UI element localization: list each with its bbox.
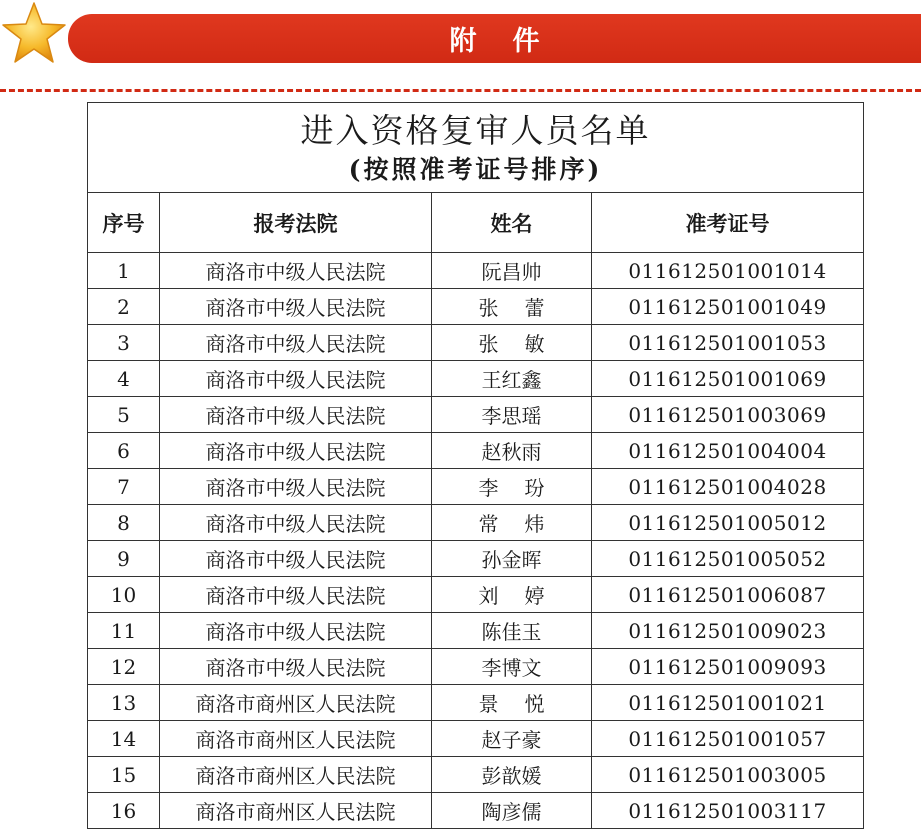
exam-id-cell: 011612501001014 — [592, 253, 864, 289]
court-cell: 商洛市中级人民法院 — [160, 253, 432, 289]
table-row — [88, 505, 864, 541]
court-cell: 商洛市中级人民法院 — [160, 361, 432, 397]
row-number: 2 — [88, 289, 160, 325]
court-cell: 商洛市中级人民法院 — [160, 433, 432, 469]
exam-id-cell: 011612501001021 — [592, 685, 864, 721]
row-number: 5 — [88, 397, 160, 433]
row-number: 6 — [88, 433, 160, 469]
name-cell: 景悦 — [432, 685, 592, 721]
exam-id-cell: 011612501003117 — [592, 793, 864, 829]
name-cell: 孙金晖 — [432, 541, 592, 577]
row-number: 15 — [88, 757, 160, 793]
table-row — [88, 469, 864, 505]
name-cell: 陶彦儒 — [432, 793, 592, 829]
exam-id-cell: 011612501004004 — [592, 433, 864, 469]
table-row — [88, 613, 864, 649]
court-cell: 商洛市中级人民法院 — [160, 289, 432, 325]
row-number: 13 — [88, 685, 160, 721]
name-cell: 王红鑫 — [432, 361, 592, 397]
banner-title: 附件 — [449, 26, 576, 57]
exam-id-cell: 011612501001049 — [592, 289, 864, 325]
table-row — [88, 757, 864, 793]
court-cell: 商洛市商州区人民法院 — [160, 793, 432, 829]
header-court: 报考法院 — [160, 193, 432, 253]
title-cell — [88, 103, 864, 193]
title-row — [88, 103, 864, 193]
exam-id-cell: 011612501001053 — [592, 325, 864, 361]
name-cell: 张敏 — [432, 325, 592, 361]
name-cell: 阮昌帅 — [432, 253, 592, 289]
court-cell: 商洛市中级人民法院 — [160, 469, 432, 505]
attachment-banner — [68, 14, 921, 63]
table-row — [88, 325, 864, 361]
header-name: 姓名 — [432, 193, 592, 253]
table-row — [88, 397, 864, 433]
table-body — [88, 253, 864, 829]
exam-id-cell: 011612501003069 — [592, 397, 864, 433]
row-number: 1 — [88, 253, 160, 289]
court-cell: 商洛市中级人民法院 — [160, 613, 432, 649]
table-row — [88, 685, 864, 721]
row-number: 10 — [88, 577, 160, 613]
exam-id-cell: 011612501009023 — [592, 613, 864, 649]
exam-id-cell: 011612501005012 — [592, 505, 864, 541]
row-number: 16 — [88, 793, 160, 829]
exam-id-cell: 011612501004028 — [592, 469, 864, 505]
exam-id-cell: 011612501005052 — [592, 541, 864, 577]
exam-id-cell: 011612501003005 — [592, 757, 864, 793]
document-subtitle: (按照准考证号排序) — [348, 154, 603, 184]
table-row — [88, 361, 864, 397]
name-cell: 李玢 — [432, 469, 592, 505]
court-cell: 商洛市商州区人民法院 — [160, 685, 432, 721]
candidate-table — [87, 102, 864, 829]
table-row — [88, 721, 864, 757]
court-cell: 商洛市商州区人民法院 — [160, 721, 432, 757]
table-row — [88, 649, 864, 685]
row-number: 9 — [88, 541, 160, 577]
name-cell: 张蕾 — [432, 289, 592, 325]
row-number: 3 — [88, 325, 160, 361]
row-number: 8 — [88, 505, 160, 541]
name-cell: 常炜 — [432, 505, 592, 541]
table-row — [88, 793, 864, 829]
name-cell: 赵子豪 — [432, 721, 592, 757]
court-cell: 商洛市中级人民法院 — [160, 505, 432, 541]
exam-id-cell: 011612501006087 — [592, 577, 864, 613]
court-cell: 商洛市商州区人民法院 — [160, 757, 432, 793]
name-cell: 李思瑶 — [432, 397, 592, 433]
name-cell: 陈佳玉 — [432, 613, 592, 649]
star-icon — [0, 0, 68, 66]
table-row — [88, 253, 864, 289]
header-row — [88, 193, 864, 253]
table-row — [88, 541, 864, 577]
name-cell: 李博文 — [432, 649, 592, 685]
court-cell: 商洛市中级人民法院 — [160, 541, 432, 577]
court-cell: 商洛市中级人民法院 — [160, 397, 432, 433]
dashed-divider — [0, 89, 921, 92]
exam-id-cell: 011612501009093 — [592, 649, 864, 685]
row-number: 14 — [88, 721, 160, 757]
table-row — [88, 433, 864, 469]
name-cell: 彭歆媛 — [432, 757, 592, 793]
court-cell: 商洛市中级人民法院 — [160, 649, 432, 685]
row-number: 4 — [88, 361, 160, 397]
header-no: 序号 — [88, 193, 160, 253]
row-number: 7 — [88, 469, 160, 505]
table-row — [88, 577, 864, 613]
table-row — [88, 289, 864, 325]
exam-id-cell: 011612501001069 — [592, 361, 864, 397]
court-cell: 商洛市中级人民法院 — [160, 325, 432, 361]
row-number: 11 — [88, 613, 160, 649]
exam-id-cell: 011612501001057 — [592, 721, 864, 757]
name-cell: 刘婷 — [432, 577, 592, 613]
row-number: 12 — [88, 649, 160, 685]
name-cell: 赵秋雨 — [432, 433, 592, 469]
header-exam-id: 准考证号 — [592, 193, 864, 253]
document-title: 进入资格复审人员名单 — [300, 110, 651, 150]
court-cell: 商洛市中级人民法院 — [160, 577, 432, 613]
